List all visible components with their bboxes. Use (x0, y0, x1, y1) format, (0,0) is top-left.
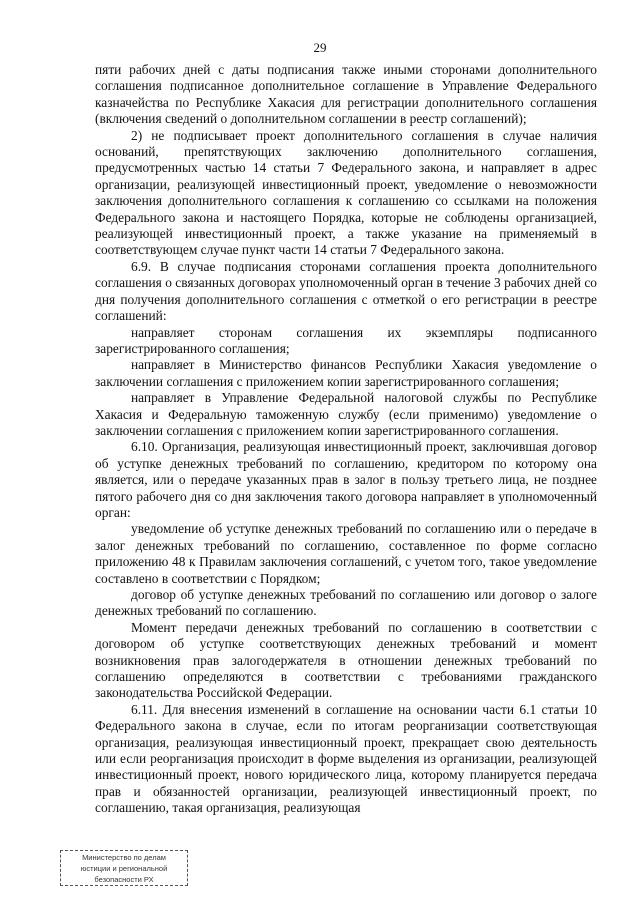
paragraph-continuation: пяти рабочих дней с даты подписания также иными сторонами дополнительного соглашения подписанное дополнительное соглашение в Управление Федерального казначейства по Республике Хакасия для регистрации дополнительного соглашения (включения сведений о дополнительном соглашении в реестр соглашений); (95, 62, 597, 127)
page-number: 29 (313, 40, 327, 55)
stamp-line-3: безопасности РХ (94, 875, 154, 884)
paragraph-6-9-action-1: направляет сторонам соглашения их экземпляры подписанного зарегистрированного соглашения; (95, 324, 597, 356)
paragraph-item-2: 2) не подписывает проект дополнительного соглашения в случае наличия оснований, препятствующих заключению дополнительного соглашения, предусмотренных частью 14 статьи 7 Федерального закона, и направляет в адрес организации, реализующей инвестиционный проект, уведомление о невозможности заключения дополнительного соглашения к соглашению со ссылками на положения Федерального закона и настоящего Порядка, которые не соблюдены организацией, реализующей инвестиционный проект, а также указание на применяемый в соответствующем случае пункт части 14 статьи 7 Федерального закона. (95, 127, 597, 258)
stamp-line-2: юстиции и региональной (80, 864, 168, 873)
stamp-line-1: Министерство по делам (82, 853, 166, 862)
paragraph-6-9-action-2: направляет в Министерство финансов Республики Хакасия уведомление о заключении соглашения с приложением копии зарегистрированного соглашения; (95, 357, 597, 389)
ministry-stamp (60, 850, 188, 886)
paragraph-6-10: 6.10. Организация, реализующая инвестиционный проект, заключившая договор об уступке денежных требований по соглашению, кредитором по которому она является, или о передаче указанных прав в залог в пользу третьего лица, не позднее пятого рабочего дня со дня заключения такого договора направляет в уполномоченный орган: (95, 439, 597, 520)
paragraph-6-10-document-1: уведомление об уступке денежных требований по соглашению или о передаче в залог денежных требований по соглашению, составленное по форме согласно приложению 48 к Правилам заключения соглашений, с учетом того, такое уведомление составлено в соответствии с Порядком; (95, 521, 597, 586)
paragraph-6-9-action-3: направляет в Управление Федеральной налоговой службы по Республике Хакасия и Федеральную таможенную службу (если применимо) уведомление о заключении соглашения с приложением копии зарегистрированного соглашения. (95, 390, 597, 438)
paragraph-6-9: 6.9. В случае подписания сторонами соглашения проекта дополнительного соглашения о связанных договорах уполномоченный орган в течение 3 рабочих дней со дня получения дополнительного соглашения с отметкой о его регистрации в реестре соглашений: (95, 258, 597, 324)
paragraph-6-11: 6.11. Для внесения изменений в соглашение на основании части 6.1 статьи 10 Федерального закона в случае, если по итогам реорганизации соответствующая организация, реализующая инвестиционный проект, прекращает свою деятельность или если реорганизация происходит в форме выделения из организации, реализующей инвестиционный проект, нового юридического лица, которому планируется передача прав и обязанностей организации, реализующей инвестиционный проект, по соглашению, такая организация, реализующая (95, 701, 597, 816)
document-body (95, 62, 597, 817)
paragraph-6-10-document-2: договор об уступке денежных требований по соглашению или договор о залоге денежных требований по соглашению. (95, 587, 597, 619)
paragraph-transfer-moment: Момент передачи денежных требований по соглашению в соответствии с договором об уступке соответствующих денежных требований и момент возникновения прав залогодержателя в отношении денежных требований по соглашению определяются в соответствии с требованиями гражданского законодательства Российской Федерации. (95, 619, 597, 701)
